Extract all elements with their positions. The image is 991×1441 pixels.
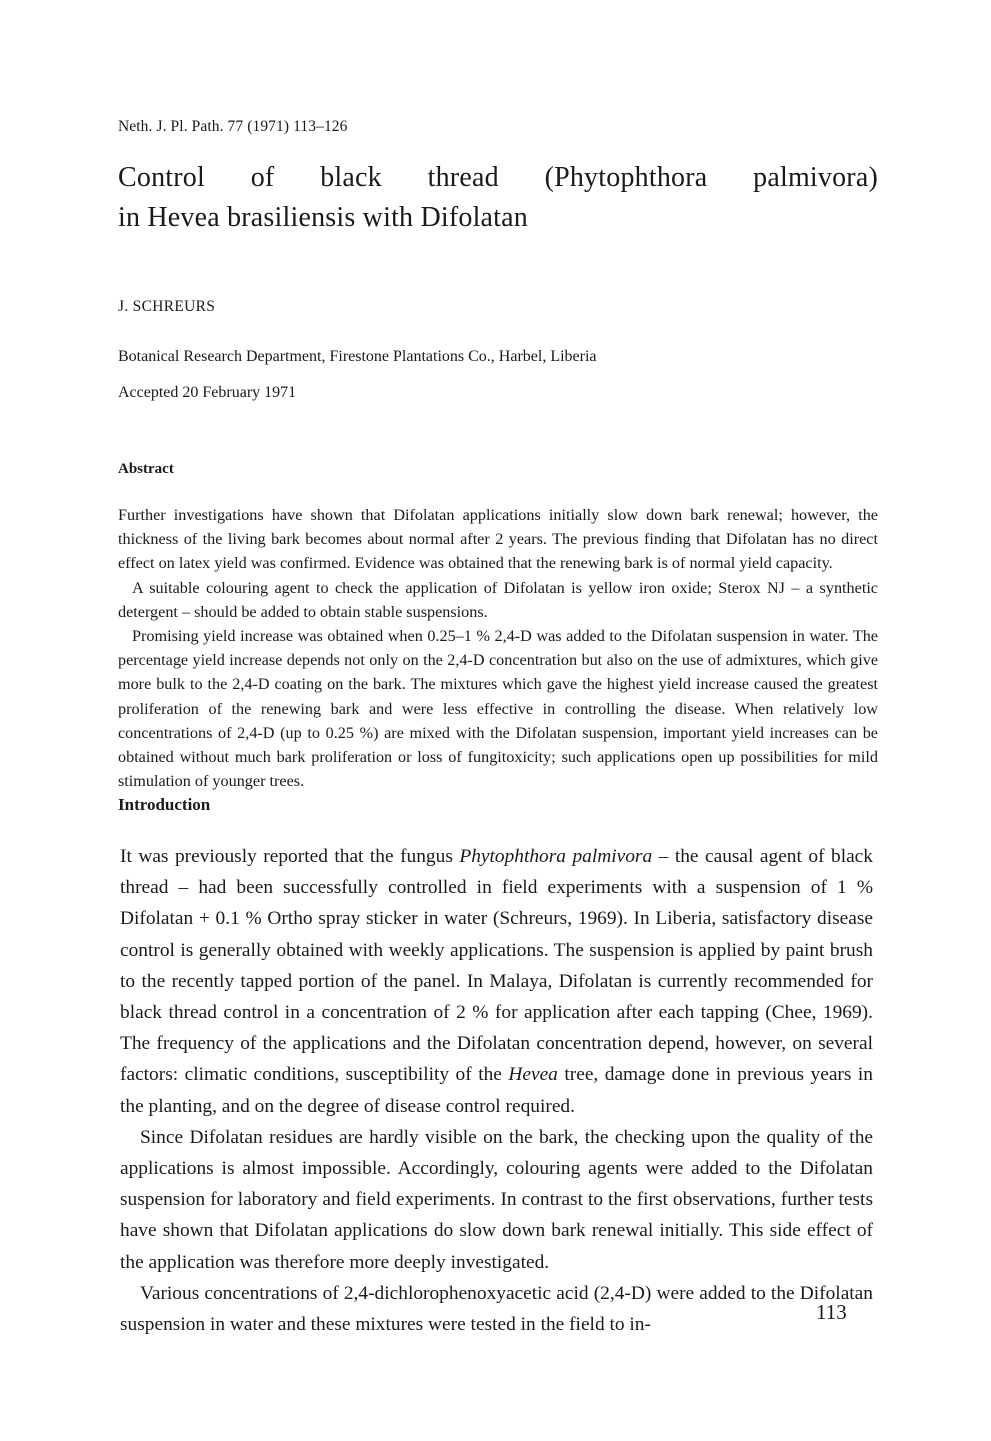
article-title-line-1: Control of black thread (Phytophthora palmivora)	[118, 162, 878, 193]
abstract-heading: Abstract	[118, 461, 174, 477]
abstract-paragraph: A suitable colouring agent to check the application of Difolatan is yellow iron oxide; Sterox NJ – a synthetic detergent – should be added to obtain stable suspensions.	[118, 578, 878, 621]
intro-text-segment: It was previously reported that the fungus	[120, 846, 460, 867]
intro-text-segment: tree, damage done in previous years in the planting, and on the degree of disease control required.	[120, 1064, 873, 1117]
introduction-paragraph-1	[120, 841, 873, 1122]
author-affiliation: Botanical Research Department, Firestone Plantations Co., Harbel, Liberia	[118, 348, 597, 365]
species-name-phytophthora-palmivora: Phytophthora palmivora	[459, 846, 653, 867]
abstract-paragraph: Promising yield increase was obtained when 0.25–1 % 2,4-D was added to the Difolatan suspension in water. The percentage yield increase depends not only on the 2,4-D concentration but also on the use of admixtures, which give more bulk to the 2,4-D coating on the bark. The mixtures which gave the highest yield increase caused the greatest proliferation of the renewing bark and were less effective in controlling the disease. When relatively low concentrations of 2,4-D (up to 0.25 %) are mixed with the Difolatan suspension, important yield increases can be obtained without much bark proliferation or loss of fungitoxicity; such applications open up possibilities for mild stimulation of younger trees.	[118, 627, 878, 791]
intro-text-segment: – the causal agent of black thread – had been successfully controlled in field experiments with a suspension of 1 % Difolatan + 0.1 % Ortho spray sticker in water (Schreurs, 1969). In Liberia, satisfactory disease control is generally obtained with weekly applications. The suspension is applied by paint brush to the recently tapped portion of the panel. In Malaya, Difolatan is currently recommended for black thread control in a concentration of 2 % for application after each tapping (Chee, 1969). The frequency of the applications and the Difolatan concentration depend, however, on several factors: climatic conditions, susceptibility of the	[120, 846, 873, 1086]
abstract-paragraph: Further investigations have shown that Difolatan applications initially slow down bark renewal; however, the thickness of the living bark becomes about normal after 2 years. The previous finding that Difolatan has no direct effect on latex yield was confirmed. Evidence was obtained that the renewing bark is of normal yield capacity.	[118, 506, 878, 573]
article-title-line-2: in Hevea brasiliensis with Difolatan	[118, 202, 528, 233]
introduction-heading: Introduction	[118, 795, 211, 814]
introduction-paragraph-3: Various concentrations of 2,4-dichlorophenoxyacetic acid (2,4-D) were added to the Difolatan suspension in water and these mixtures were tested in the field to in-	[120, 1282, 873, 1336]
page-number: 113	[816, 1300, 847, 1324]
journal-citation-line: Neth. J. Pl. Path. 77 (1971) 113–126	[118, 118, 348, 135]
introduction-paragraph-2: Since Difolatan residues are hardly visible on the bark, the checking upon the quality of the applications is almost impossible. Accordingly, colouring agents were added to the Difolatan suspension for laboratory and field experiments. In contrast to the first observations, further tests have shown that Difolatan applications do slow down bark renewal initially. This side effect of the application was therefore more deeply investigated.	[120, 1126, 873, 1273]
abstract-body	[118, 503, 878, 793]
article-title	[118, 158, 878, 238]
genus-name-hevea: Hevea	[508, 1064, 558, 1086]
introduction-body	[120, 841, 873, 1340]
author-name: J. SCHREURS	[118, 298, 216, 315]
accepted-date: Accepted 20 February 1971	[118, 384, 297, 401]
